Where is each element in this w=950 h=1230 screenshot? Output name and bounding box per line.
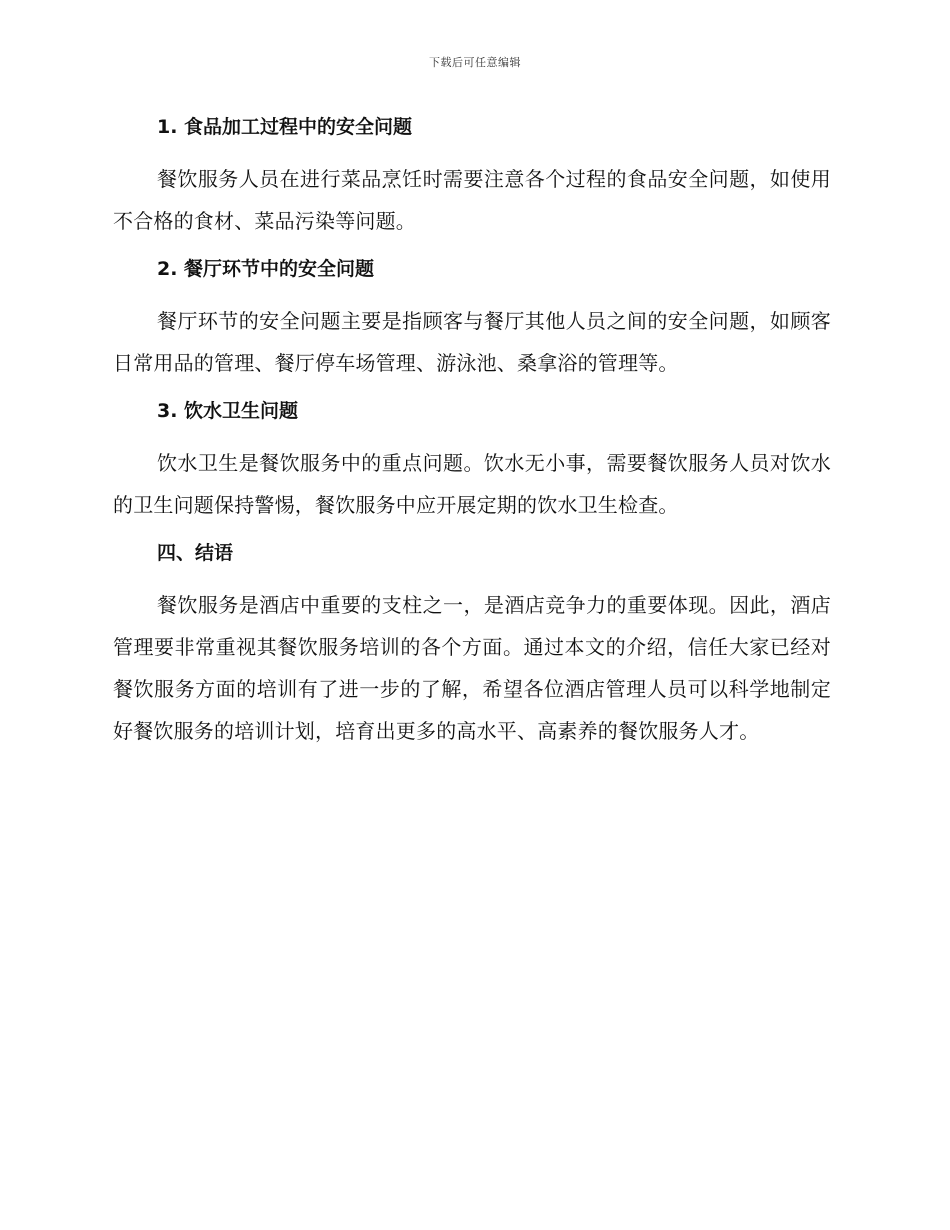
section-paragraph-water-hygiene: 饮水卫生是餐饮服务中的重点问题。饮水无小事，需要餐饮服务人员对饮水的卫生问题保持警惕，餐饮服务中应开展定期的饮水卫生检查。 [113, 451, 831, 517]
section-paragraph-restaurant-safety: 餐厅环节的安全问题主要是指顾客与餐厅其他人员之间的安全问题，如顾客日常用品的管理、餐厅停车场管理、游泳池、桑拿浴的管理等。 [113, 309, 831, 375]
section-paragraph-food-processing: 餐饮服务人员在进行菜品烹饪时需要注意各个过程的食品安全问题，如使用不合格的食材、菜品污染等问题。 [113, 167, 831, 233]
section-paragraph-conclusion: 餐饮服务是酒店中重要的支柱之一，是酒店竞争力的重要体现。因此，酒店管理要非常重视其餐饮服务培训的各个方面。通过本文的介绍，信任大家已经对餐饮服务方面的培训有了进一步的了解，希望各位酒店管理人员可以科学地制定好餐饮服务的培训计划，培育出更多的高水平、高素养的餐饮服务人才。 [113, 593, 831, 743]
section-heading-food-processing: 1. 食品加工过程中的安全问题 [157, 116, 413, 138]
page-header: 下载后可任意编辑 [429, 56, 521, 69]
document-body [113, 110, 831, 762]
section-heading-conclusion: 四、结语 [157, 542, 234, 564]
section-heading-water-hygiene: 3. 饮水卫生问题 [157, 400, 299, 422]
section-heading-restaurant-safety: 2. 餐厅环节中的安全问题 [157, 258, 375, 280]
